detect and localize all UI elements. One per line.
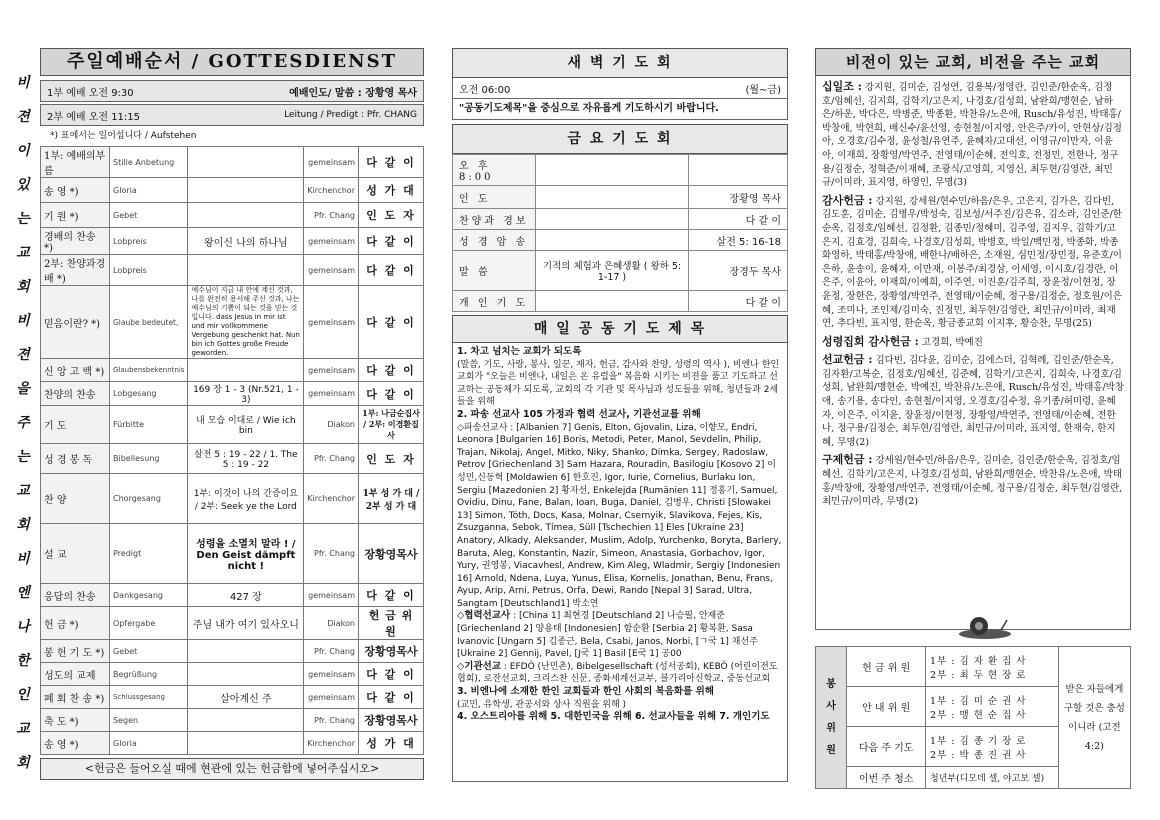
item-de: Bibellesung [110,444,188,474]
friday-mid [536,209,689,230]
table-row [453,251,788,291]
item-content: 살아계신 주 [188,686,304,709]
offering-heading: 감사헌금 : [822,193,873,207]
friday-value: 장경두 목사 [689,251,788,291]
item-leader: 다 같 이 [359,359,424,382]
item-role: gemeinsam [304,663,359,686]
item-leader: 다 같 이 [359,584,424,607]
committee-char: 사 [826,700,836,712]
table-row [41,474,424,524]
dawn-title: 새 벽 기 도 회 [452,48,788,78]
prayer-body: ◇파송선교사 : [Albanien 7] Genis, Elton, Gjovalin, Liza, 이향모, Endri, Leonora [Bulgarien 16] Boris, Metodi, Peter, Manol, Sevdelin, Philip, Trajan, Nikolaj, Angel, Mitko, Niky, Shanko, Dimka, Sergey, Radoslaw, Petrov [Griechenland 3] Sam Hazara, Rouradin, Basilogiu [Kosovo 2] 이성민,신동혁 [Moldawien 6] 한호진, Igor, Iurie, Cornelius, Burlaku Ion, Sergiu [Mazedonien 2] 황자선, Enkelejda [Rumänien 11] 정홍기, Samuel, Ovidiu, Dinu, Fane, Balan, Ioan, Buga, Daniel, 김병우, Christi [Slowakei 13] Simon, Tóth, Docs, Kasa, Molnar, Csernyik, Slavikova, Fejes, Kis, Zsuzganna, Sebok, Tímea, Süll [Tschechien 1] Eles [Ukraine 23] Anatory, Alkady, Aleksander, Muslim, Adolp, Yurchenko, Boryta, Barlery, Baruta, Aleg, Konstantin, Nazir, Simeon, Anastasia, Gorbachov, Igor, Yury, 권영봉, Viacavhesl, Andrew, Kim Aleg, Wladmir, Sergiy [Indonesien 16] Arnold, Ndena, Luya, Yunus, Elisa, Kornelis, Jonathan, Benu, Frans, Ayup, Arip, Arni, Petrus, Orfa, Dewi, Rando [Nepal 3] Sarad, Ultra, Sangtam [Deutschland1] 박소연 [457,422,782,609]
item-role: Pfr. Chang [304,203,359,228]
motto-char: 나 [16,619,30,635]
table-row [41,178,424,203]
item-role: Kirchenchor [304,178,359,203]
prayer-item [457,686,783,711]
table-row [453,230,788,251]
committee-people [926,687,1059,727]
friday-mid [536,291,689,312]
friday-table [452,154,788,312]
item-ko: 2부: 찬양과경배 *) [41,255,110,286]
prayer-heading: 3. 비엔나에 소재한 한인 교회들과 한인 사회의 복음화를 위해 [457,686,714,698]
motto-char: 교 [16,245,30,261]
person-1: 청년부(디모데 셀, 야고보 셀) [930,774,1045,784]
person-1: 1부 : 김 미 순 권 사 [930,695,1027,707]
stand-note: *) 표에서는 일어섭니다 / Aufstehen [50,131,197,141]
person-2: 2부 : 박 종 진 권 사 [930,749,1027,761]
item-leader: 장황영목사 [359,709,424,732]
prayer-item [457,346,783,409]
prayer-heading: 4. 오스트리아를 위해 5. 대한민국을 위해 6. 선교사들을 위해 7. 개인기도 [457,711,770,723]
motto-char: 젼 [16,347,30,363]
prayer-body: (말씀, 기도, 사랑, 봉사, 일꾼, 재자, 헌금, 감사와 찬양, 성령의 역사 ), 비엔나 한인 교회가 "오늘은 비엔나, 내일은 온 유럽을" 복음화 시키는 비젼을 품고 기도하고 선교하는 공동체가 되도록, 교회의 각 기관 및 목사님과 성도들을 위해, 청년들과 2세들을 위해 [457,359,780,408]
item-ko: 성도의 교제 [41,663,110,686]
item-content [188,359,304,382]
item-de: Predigt [110,524,188,584]
table-row [453,209,788,230]
friday-key: 성 경 암 송 [453,230,536,251]
item-role: gemeinsam [304,686,359,709]
prayer-item [457,661,783,686]
prayer-heading: ◇협력선교사 [457,610,511,622]
item-leader: 다 같 이 [359,228,424,255]
item-content [188,640,304,663]
prayer-heading: 1. 차고 넘치는 교회가 되도록 [457,346,582,357]
item-de: Dankgesang [110,584,188,607]
prayer-section [452,48,788,782]
item-content: 169 장 1 - 3 (Nr.521, 1 - 3) [188,382,304,406]
item-de: Lobgesang [110,382,188,406]
item-de: Glaubensbekenntnis [110,359,188,382]
table-row [41,382,424,406]
item-content: 왕이신 나의 하나님 [188,228,304,255]
table-row [453,155,788,186]
item-ko: 신 앙 고 백 *) [41,359,110,382]
committee-label [816,647,847,789]
item-ko: 봉 헌 기 도 *) [41,640,110,663]
worship-order-table [40,146,424,755]
prayer-body: (교민, 유학생, 관공서와 상사 직원을 위해 ) [457,699,627,710]
friday-title: 금 요 기 도 회 [452,124,788,154]
dawn-note: "공동기도제목"을 중심으로 자유롭게 기도하시기 바랍니다. [452,99,788,120]
committee-char: 봉 [826,678,836,690]
daily-prayer-title: 매 일 공 동 기 도 제 목 [452,315,788,343]
motto-char: 이 [16,143,30,159]
offering-names: 강지원, 강세원/현수민/하음/은우, 고은지, 김가은, 김다빈, 김도훈, 김미순, 김병우/박성숙, 김보성/서주진/김은유, 김소라, 김인준/한순옥, 김정호/임혜선, 김정환, 김종민/정혜미, 김주영, 김지우, 김학기/고은지, 김효경, 김희숙, 나경호/김성희, 박병호, 박일/백민정, 박종화, 박종화영하, 박태홍/박창애, 배한나/배하은, 소재원, 심민정/장민정, 유준호/이은하, 윤송이, 윤혜자, 이만재, 이봉주/최경삼, 이세영, 이시호/김경란, 이은주, 이윤아, 이재희/이예희, 이주연, 이진훈/김주희, 장윤정/이현정, 장윤정, 장한은, 장황영/박연주, 전영태/이순혜, 정구용/김정순, 정호원/이은혜, 조미나, 조인제/김미숙, 진정민, 최두현/김영란, 최민규/이미라, 최재연, 추다빈, 표지영, 한순옥, 황금종교회 이지후, 황승찬, 무명(25) [822,195,1122,330]
item-ko: 송 영 *) [41,732,110,755]
item-role: Kirchenchor [304,474,359,524]
item-de: Begrüßung [110,663,188,686]
table-row [816,647,1131,687]
item-content [188,663,304,686]
friday-key: 오 후 8:00 [453,155,536,186]
item-role: gemeinsam [304,147,359,178]
item-leader: 다 같 이 [359,382,424,406]
item-content [188,147,304,178]
item-leader: 다 같 이 [359,286,424,359]
motto-char: 는 [16,449,30,465]
friday-mid [536,155,689,186]
committee-role: 다음 주 기도 [847,727,926,767]
offering-heading: 십일조 : [822,80,862,93]
item-ko: 응답의 찬송 [41,584,110,607]
friday-value [689,155,788,186]
item-role: Pfr. Chang [304,640,359,663]
offering-names: 강지원, 김미순, 김성연, 김용복/정영란, 김인준/한순옥, 김정호/임혜선, 김지희, 김학기/고은지, 나경호/김성희, 남완희/맹현순, 남하은/하운, 박다은, 박병준, 박종환, 박찬유/노은애, Rusch/유성진, 박태홍/박창애, 박현희, 배신수/윤선영, 송현철/이지영, 안은주/카이, 안현상/김정아, 오경호/김수정, 윤성철/유연주, 윤혜자/고대선, 이영규/이만자, 이윤아, 이재희, 장황영/박연주, 전영태/이순혜, 전익호, 전정민, 전한나, 정구용/김정순, 정혁준/이재혜, 조광식/고영희, 지영신, 최두현/김영란, 최민규/이미라, 표지영, 하영인, 무명(3) [822,82,1122,189]
prayer-body: : EFDÖ (난민촌), Bibelgesellschaft (성서공회), KEBÖ (어린이전도협회), 로잔선교회, 크리스찬 신문, 종화세계선교부, 블가리아신학교, 중동선교회 [457,661,778,685]
item-ko: 폐 회 찬 송 *) [41,686,110,709]
item-de: Chorgesang [110,474,188,524]
offering-paragraph [822,335,1124,350]
item-leader: 1부 성 가 대 / 2부 성 가 대 [359,474,424,524]
first-service-bar [40,80,424,102]
dawn-time: 오전 06:00 [459,84,511,96]
friday-key: 찬양과 경보 [453,209,536,230]
first-service-leader: 예배인도/ 말씀 : 장황영 목사 [289,87,417,99]
motto-char: 한 [16,653,30,669]
item-role: gemeinsam [304,584,359,607]
item-content: 주님 내가 여기 있사오니 [188,607,304,640]
table-row [41,255,424,286]
second-service-time: 2부 예배 오전 11:15 [47,111,141,123]
motto-char: 비 [16,75,30,91]
item-leader: 인 도 자 [359,203,424,228]
motto-char: 주 [16,415,30,431]
offering-footer: <헌금은 들어오실 때에 현관에 있는 헌금함에 넣어주십시오> [40,758,424,780]
item-de: Lobpreis [110,228,188,255]
item-role: Diakon [304,406,359,444]
item-de: Gebet [110,640,188,663]
item-role: gemeinsam [304,286,359,359]
committee-role: 안 내 위 원 [847,687,926,727]
second-service-bar [40,104,424,126]
item-leader: 성 가 대 [359,732,424,755]
person-1: 1부 : 김 종 기 장 로 [930,735,1027,747]
item-role: Pfr. Chang [304,524,359,584]
item-leader: 다 같 이 [359,663,424,686]
friday-value: 살전 5: 16-18 [689,230,788,251]
item-de: Gloria [110,178,188,203]
friday-value: 다 같 이 [689,291,788,312]
item-content: 내 모습 이대로 / Wie ich bin [188,406,304,444]
committee-role: 이번 주 청소 [847,767,926,789]
dawn-days: (월~금) [745,84,781,96]
item-ko: 경배의 찬송 *) [41,228,110,255]
motto-char: 비 [16,313,30,329]
dawn-time-row [452,78,788,99]
item-ko: 설 교 [41,524,110,584]
item-leader: 장황영목사 [359,640,424,663]
daily-prayer-list [452,343,788,782]
table-row [41,359,424,382]
item-de: Gloria [110,732,188,755]
item-de: Opfergabe [110,607,188,640]
item-ko: 믿음이란? *) [41,286,110,359]
offering-paragraph [822,194,1124,331]
offering-names: 강세원/현수민/하음/은우, 김미순, 김인준/한순옥, 김정호/임혜선, 김학기/고은지, 나경호/김성희, 남완희/맹현순, 박찬유/노은애, 박태홍/박창애, 장황영/박연주, 전영태/이순혜, 정구용/김정순, 최두현/김영란, 최민규/이미라, 무명(2) [822,455,1123,508]
table-row [41,663,424,686]
table-row [41,607,424,640]
item-ko: 헌 금 *) [41,607,110,640]
item-de: Stille Anbetung [110,147,188,178]
committee-people [926,767,1059,789]
prayer-item [457,610,783,660]
motto-char: 을 [16,381,30,397]
table-row [41,147,424,178]
second-service-leader: Leitung / Predigt : Pfr. CHANG [284,110,417,120]
table-row [41,732,424,755]
item-role: Diakon [304,607,359,640]
vertical-motto [14,72,32,772]
item-content: 427 장 [188,584,304,607]
friday-key: 인 도 [453,186,536,209]
item-content: 1부: 이것이 나의 간증이요 / 2부: Seek ye the Lord [188,474,304,524]
table-row [41,686,424,709]
motto-char: 회 [16,279,30,295]
offering-list [815,76,1131,630]
offering-names: 고경희, 박예진 [921,336,983,348]
motto-char: 는 [16,211,30,227]
motto-char: 회 [16,517,30,533]
item-ko: 축 도 *) [41,709,110,732]
item-role: gemeinsam [304,255,359,286]
offering-paragraph [822,353,1124,449]
motto-char: 비 [16,551,30,567]
motto-char: 교 [16,483,30,499]
worship-title: 주일예배순서 / GOTTESDIENST [40,48,424,76]
motto-char: 교 [16,721,30,737]
offering-heading: 구제헌금 : [822,453,873,467]
item-leader: 다 같 이 [359,255,424,286]
item-de: Lobpreis [110,255,188,286]
motto-char: 인 [16,687,30,703]
item-ko: 찬양의 찬송 [41,382,110,406]
item-content [188,255,304,286]
friday-key: 개 인 기 도 [453,291,536,312]
friday-value: 다 같 이 [689,209,788,230]
committee-people [926,647,1059,687]
table-row [41,524,424,584]
item-role: Pfr. Chang [304,709,359,732]
table-row [41,444,424,474]
item-de: Segen [110,709,188,732]
table-row [453,291,788,312]
committee-char: 원 [826,744,836,756]
snail-illustration [953,608,1013,642]
prayer-body: : [China 1] 최현경 [Deutschland 2] 나승필, 안재준 [Griechenland 2] 양용태 [Indonesien] 함순환 [Serbia 2] 황복환, Sasa Ivanovic [Ungarn 5] 김종근, Bela, Csabi, Janos, Norbi, [ㄱ국 1] 채선주 [Ukraine 2] Gennij, Pavel, [J국 1] Basil [E국 1] 공00 [457,611,758,660]
offering-heading: 선교헌금 : [822,353,873,367]
item-leader: 성 가 대 [359,178,424,203]
item-ko: 1부: 예배의부름 [41,147,110,178]
item-ko: 찬 양 [41,474,110,524]
table-row [41,286,424,359]
motto-char: 엔 [16,585,30,601]
person-2: 2부 : 최 두 현 장 로 [930,669,1027,681]
prayer-item [457,409,783,611]
item-content: 살전 5 : 19 - 22 / 1. The 5 : 19 - 22 [188,444,304,474]
offering-paragraph [822,80,1124,190]
item-content [188,178,304,203]
vision-section [815,48,1131,785]
table-row [41,584,424,607]
item-content: 예수님이 지금 내 안에 계신 것과, 나를 완전히 용서해 주신 것과, 나는 예수님의 기쁨이 되는 것을 믿는 것입니다. dass Jesus in mir ist und mir vollkommene Vergebung geschenkt hat. Nun bin ich Gottes große Freude geworden. [188,286,304,359]
item-de: Glaube bedeutet, [110,286,188,359]
item-role: Pfr. Chang [304,444,359,474]
vision-title: 비전이 있는 교회, 비전을 주는 교회 [815,48,1131,76]
item-ko: 기 원 *) [41,203,110,228]
verse: 받은 자들에게 구할 것은 충성이니라 (고전4:2) [1058,647,1130,789]
prayer-item [457,711,783,724]
table-row [41,203,424,228]
offering-names: 김다빈, 김다윤, 김미순, 김에스더, 김혁례, 김인준/한순옥, 김자환/고복순, 김정호/임혜선, 김준혜, 김학기/고은지, 김희숙, 나경호/김성희, 남완희/맹현순, 박예진, 박찬유/노은애, Rusch/유성진, 박태홍/박창애, 송기용, 송다인, 송현철/이지영, 오경호/김수정, 유기종/허미령, 윤혜자, 이은주, 이지윤, 장윤정/이현정, 장황영/박연주, 전영태/이순혜, 전한나, 정구용/김정순, 최두현/김영란, 최민규/이미라, 표지영, 한재숙, 한지혜, 무명(2) [822,355,1125,448]
item-leader: 다 같 이 [359,147,424,178]
item-role: gemeinsam [304,359,359,382]
item-role: gemeinsam [304,228,359,255]
item-content [188,709,304,732]
item-role: gemeinsam [304,382,359,406]
friday-mid: 기적의 체험과 은혜생활 ( 왕하 5: 1-17 ) [536,251,689,291]
table-row [453,186,788,209]
offering-heading: 성령집회 감사헌금 : [822,334,919,348]
item-leader: 인 도 자 [359,444,424,474]
friday-mid [536,186,689,209]
item-de: Schlussgesang [110,686,188,709]
motto-char: 있 [16,177,30,193]
item-ko: 기 도 [41,406,110,444]
committee-char: 위 [826,722,836,734]
item-role: Kirchenchor [304,732,359,755]
item-content [188,203,304,228]
person-1: 1부 : 김 자 환 집 사 [930,655,1027,667]
person-2: 2부 : 맹 현 순 집 사 [930,709,1027,721]
item-ko: 성 경 봉 독 [41,444,110,474]
committee-role: 헌 금 위 원 [847,647,926,687]
motto-char: 젼 [16,109,30,125]
item-content: 성령을 소멸치 말라 ! / Den Geist dämpft nicht ! [188,524,304,584]
friday-mid [536,230,689,251]
item-ko: 송 영 *) [41,178,110,203]
item-de: Gebet [110,203,188,228]
item-leader: 헌 금 위 원 [359,607,424,640]
friday-key: 말 씀 [453,251,536,291]
prayer-heading: 2. 파송 선교사 105 가정과 협력 선교사, 기관선교를 위해 [457,408,701,420]
first-service-time: 1부 예배 오전 9:30 [47,87,134,99]
item-leader: 다 같 이 [359,686,424,709]
prayer-heading: ◇기관선교 [457,660,502,672]
table-row [41,640,424,663]
worship-order-section [40,48,424,780]
motto-char: 회 [16,755,30,771]
table-row [41,406,424,444]
friday-value: 장황영 목사 [689,186,788,209]
item-leader: 1부: 나금순집사 / 2부: 이경환집사 [359,406,424,444]
committee-people [926,727,1059,767]
table-row [41,709,424,732]
table-row [41,228,424,255]
service-committee-table [815,646,1131,789]
offering-paragraph [822,453,1124,508]
item-leader: 장황영목사 [359,524,424,584]
item-de: Fürbitte [110,406,188,444]
item-content [188,732,304,755]
